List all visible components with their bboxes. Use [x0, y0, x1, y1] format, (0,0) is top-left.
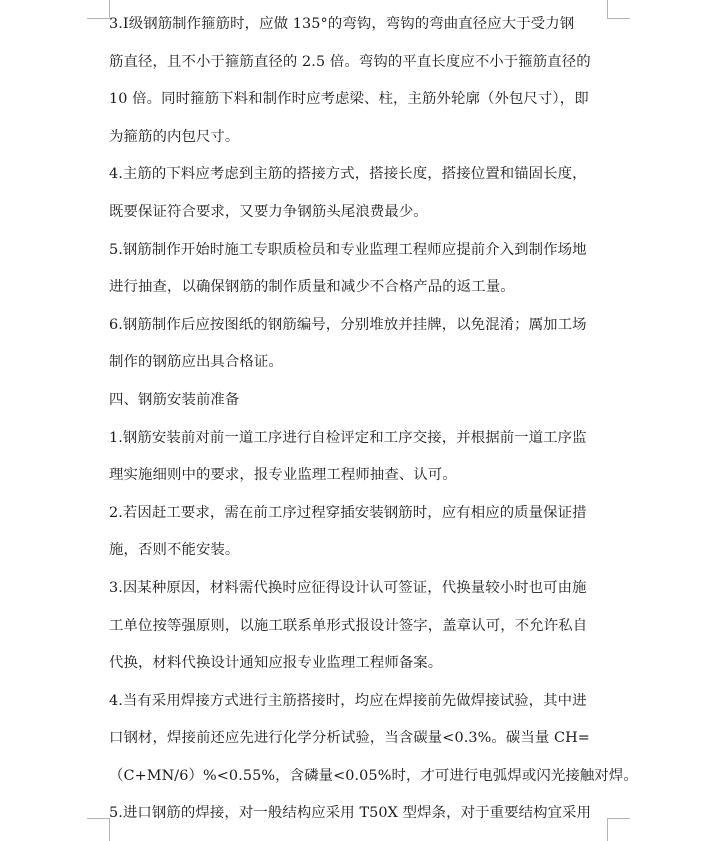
text-line: 施，否则不能安装。 [109, 542, 240, 559]
text-line: 1.钢筋安装前对前一道工序进行自检评定和工序交接，并根据前一道工序监 [109, 429, 587, 446]
text-line: 3.Ⅰ级钢筋制作箍筋时，应做 135°的弯钩，弯钩的弯曲直径应大于受力钢 [109, 16, 575, 32]
text-line: 既要保证符合要求，又要力争钢筋头尾浪费最少。 [109, 203, 428, 220]
text-line: 2.若因赶工要求，需在前工序过程穿插安装钢筋时，应有相应的质量保证措 [109, 504, 587, 521]
document-body [109, 6, 638, 833]
text-line: 6.钢筋制作后应按图纸的钢筋编号，分别堆放并挂牌，以免混淆；厲加工场 [109, 316, 587, 333]
margin-corner-mark [607, 0, 630, 19]
text-line: （C+MN/6）%<0.55%，含磷量<0.05%时，才可进行电弧焊或闪光接触对焊。 [109, 767, 638, 784]
text-line: 为箍筋的内包尺寸。 [109, 128, 240, 145]
text-line: 4.主筋的下料应考虑到主筋的搭接方式，搭接长度，搭接位置和锚固长度， [109, 166, 587, 183]
text-line: 口钢材，焊接前还应先进行化学分析试验，当含碳量<0.3%。碳当量 CH= [109, 730, 590, 747]
section-heading: 四、钢筋安装前准备 [109, 391, 240, 408]
text-line: 工单位按等强原则，以施工联系单形式报设计签字，盖章认可，不允许私自 [109, 617, 588, 634]
margin-corner-mark [87, 818, 110, 841]
text-line: 10 倍。同时箍筋下料和制作时应考虑梁、柱，主筋外轮廓（外包尺寸），即 [109, 91, 589, 108]
text-line: 理实施细则中的要求，报专业监理工程师抽查、认可。 [109, 467, 457, 484]
margin-corner-mark [87, 0, 110, 19]
text-line: 制作的钢筋应出具合格证。 [109, 354, 283, 371]
text-line: 进行抽查，以确保钢筋的制作质量和减少不合格产品的返工量。 [109, 279, 515, 296]
text-line: 筋直径，且不小于箍筋直径的 2.5 倍。弯钩的平直长度应不小于箍筋直径的 [109, 53, 591, 70]
text-line: 5.进口钢筋的焊接，对一般结构应采用 T50X 型焊条，对于重要结构宜采用 [109, 805, 592, 822]
margin-corner-mark [607, 818, 630, 841]
text-line: 3.因某种原因，材料需代换时应征得设计认可签证，代换量较小时也可由施 [109, 579, 587, 596]
text-line: 4.当有采用焊接方式进行主筋搭接时，均应在焊接前先做焊接试验，其中进 [109, 692, 587, 709]
text-line: 代换，材料代换设计通知应报专业监理工程师备案。 [109, 655, 443, 672]
text-line: 5.钢筋制作开始时施工专职质检员和专业监理工程师应提前介入到制作场地 [109, 241, 587, 258]
